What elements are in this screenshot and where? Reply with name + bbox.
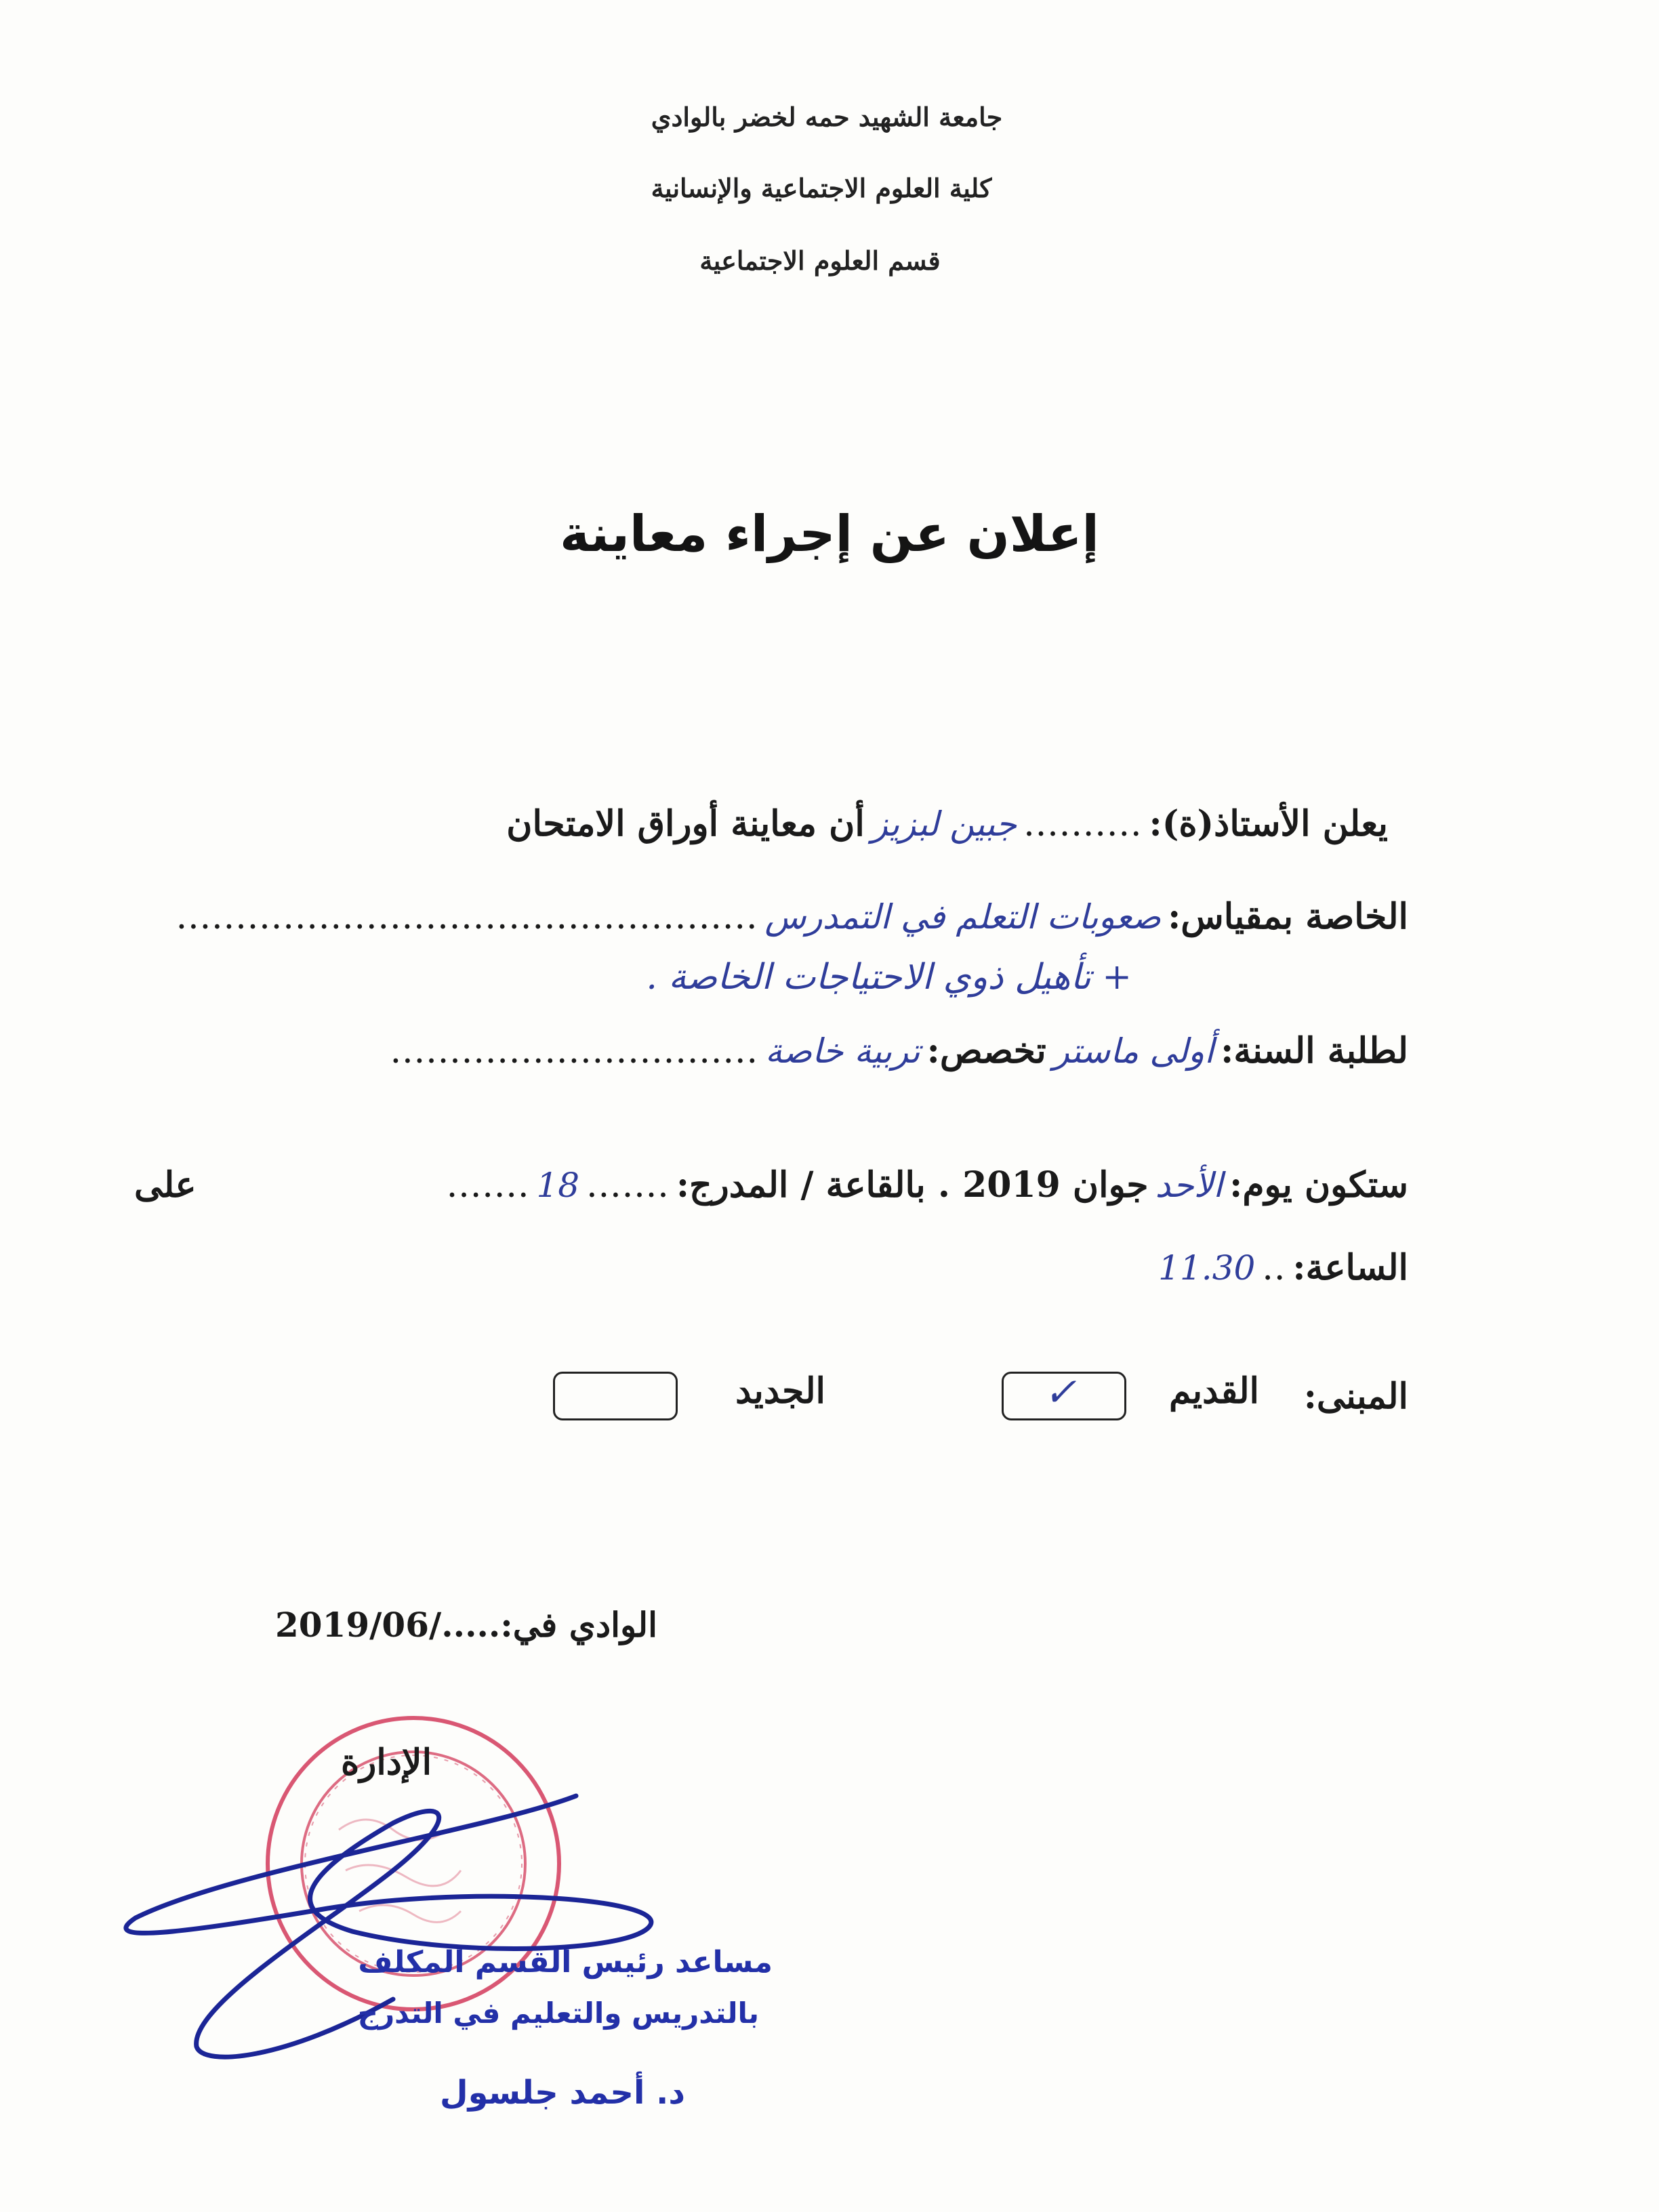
month-and-hall-label: جوان 2019 . بالقاعة / المدرج: xyxy=(676,1164,1149,1206)
hall-dots-after: ....... xyxy=(446,1165,530,1206)
stamp-name: د. أحمد جلسول xyxy=(439,2074,685,2112)
day-handwritten: الأحد xyxy=(1155,1166,1223,1205)
professor-handwritten: جبين لبزيز xyxy=(871,804,1017,844)
line-professor xyxy=(134,803,1388,844)
announcement-title: إعلان عن إجراء معاينة xyxy=(560,505,1099,563)
building-old-check-mark: ✓ xyxy=(1044,1369,1077,1415)
specialty-handwritten: تربية خاصة xyxy=(765,1031,920,1071)
line-year xyxy=(134,1030,1408,1071)
building-new-label xyxy=(676,1370,825,1412)
line-day xyxy=(134,1164,1408,1206)
subject-dots: ................................................. xyxy=(176,897,758,937)
year-label: لطلبة السنة: xyxy=(1221,1030,1408,1071)
building-label-text: المبنى: xyxy=(1303,1376,1408,1417)
year-dots: ............................... xyxy=(390,1031,759,1071)
university-name: جامعة الشهيد حمه لخضر بالوادي xyxy=(651,102,1003,132)
stamp-title-line2: بالتدريس والتعليم في التدرج xyxy=(357,1996,759,2030)
specialty-label: تخصص: xyxy=(926,1030,1046,1071)
hall-handwritten: 18 xyxy=(536,1166,580,1205)
date-line: الوادي في:...../2019/06 xyxy=(274,1605,657,1645)
professor-dots: .......... xyxy=(1023,804,1143,844)
professor-line-suffix: أن معاينة أوراق الامتحان xyxy=(506,803,865,844)
subject-handwritten-continued: + تأهيل ذوي الاحتياجات الخاصة . xyxy=(646,957,1132,998)
year-handwritten: أولى ماستر xyxy=(1052,1031,1214,1071)
professor-label: يعلن الأستاذ(ة): xyxy=(1149,803,1388,844)
time-handwritten: 11.30 xyxy=(1158,1248,1256,1288)
building-old-label xyxy=(1110,1370,1259,1412)
subject-handwritten: صعوبات التعلم في التمدرس xyxy=(764,897,1162,937)
stamp-title-line1: مساعد رئيس القسم المكلف xyxy=(358,1945,773,1980)
line-time xyxy=(134,1247,1408,1288)
line-subject xyxy=(134,896,1408,937)
faculty-name: كلية العلوم الاجتماعية والإنسانية xyxy=(651,173,992,203)
building-label xyxy=(1273,1376,1408,1417)
building-new-checkbox[interactable] xyxy=(553,1372,678,1420)
time-label: الساعة: xyxy=(1292,1247,1408,1288)
administration-label: الإدارة xyxy=(340,1742,432,1783)
building-new-label-text: الجديد xyxy=(735,1370,825,1412)
time-dots: .. xyxy=(1262,1248,1286,1288)
hall-dots: ....... xyxy=(586,1165,670,1206)
building-old-label-text: القديم xyxy=(1169,1370,1259,1412)
on-label: على xyxy=(134,1164,197,1206)
subject-label: الخاصة بمقياس: xyxy=(1168,896,1408,937)
department-name: قسم العلوم الاجتماعية xyxy=(699,245,941,276)
day-label: ستكون يوم: xyxy=(1229,1164,1408,1206)
